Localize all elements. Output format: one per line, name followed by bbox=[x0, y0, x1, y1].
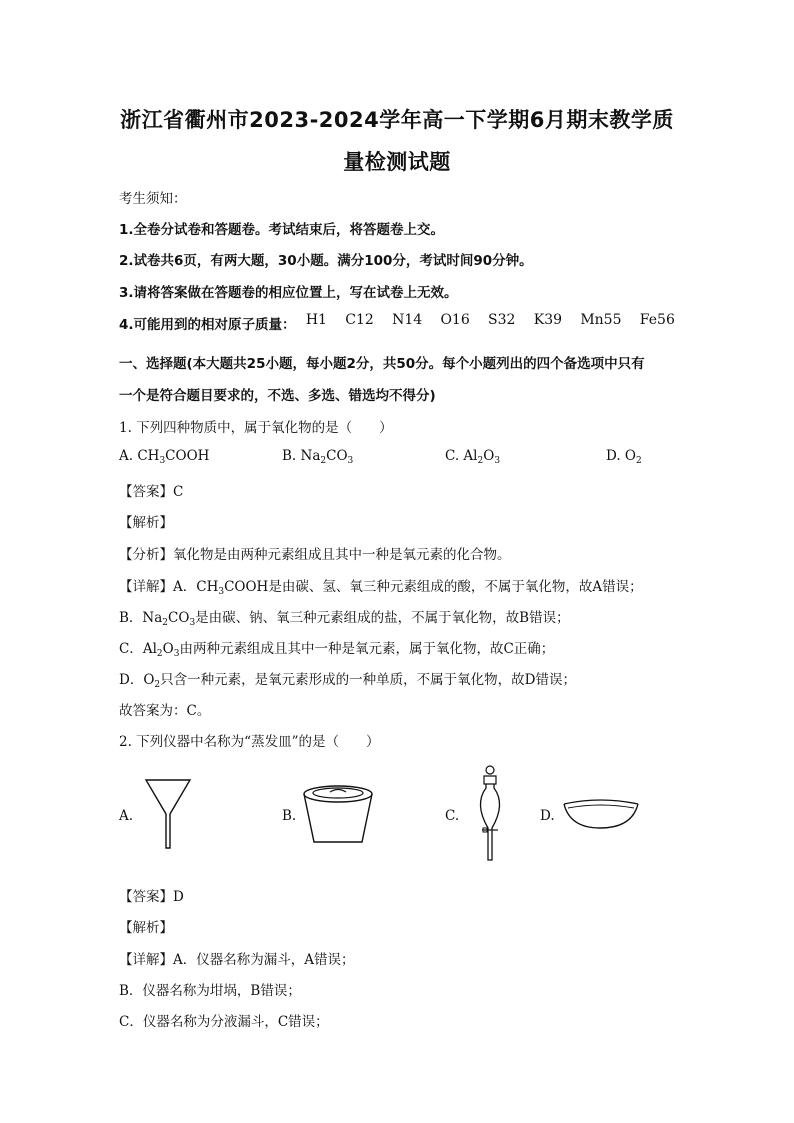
section-heading-line-1: 一、选择题(本大题共25小题，每小题2分，共50分。每个小题列出的四个备选项中只有 bbox=[119, 356, 645, 372]
notice-item-2: 2.试卷共6页，有两大题，30小题。满分100分，考试时间90分钟。 bbox=[119, 253, 533, 269]
q1-detail-a-text: 【详解】A．CH bbox=[119, 579, 219, 595]
q1-detail-a-text-2: COOH是由碳、氢、氧三种元素组成的酸，不属于氧化物，故A错误； bbox=[224, 579, 643, 595]
q1-detail-d-sub: 2 bbox=[154, 680, 161, 690]
atomic-mass-list bbox=[306, 312, 689, 328]
q1-analysis-heading: 【解析】 bbox=[119, 515, 173, 531]
q1-option-a-sub: 3 bbox=[159, 456, 166, 466]
q1-option-c-sub-2: 3 bbox=[494, 456, 501, 466]
q1-detail-c bbox=[119, 637, 554, 659]
q1-option-b-sub-1: 2 bbox=[320, 456, 327, 466]
q1-option-c-text: C. Al bbox=[445, 448, 478, 464]
atomic-mass-n: N14 bbox=[392, 312, 423, 328]
q2-option-c-label: C. bbox=[445, 808, 460, 824]
atomic-mass-k: K39 bbox=[533, 312, 563, 328]
q1-detail-b-sub-1: 2 bbox=[162, 618, 169, 628]
q1-option-b-text-2: CO bbox=[326, 448, 348, 464]
q1-option-c-sub-1: 2 bbox=[477, 456, 484, 466]
atomic-mass-mn: Mn55 bbox=[580, 312, 622, 328]
notice-item-3: 3.请将答案做在答题卷的相应位置上，写在试卷上无效。 bbox=[119, 285, 458, 301]
separatory-funnel-icon bbox=[470, 764, 510, 864]
q1-stem: 1. 下列四种物质中，属于氧化物的是（ ） bbox=[119, 420, 393, 436]
q1-option-b-text: B. Na bbox=[282, 448, 321, 464]
q1-detail-c-text: C．Al bbox=[119, 641, 157, 657]
q1-option-c-text-2: O bbox=[483, 448, 495, 464]
q1-answer: 【答案】C bbox=[119, 484, 184, 500]
q1-detail-c-text-2: O bbox=[162, 641, 174, 657]
q1-detail-b bbox=[119, 606, 570, 628]
q2-detail-c: C．仪器名称为分液漏斗，C错误； bbox=[119, 1014, 329, 1030]
notice-item-1: 1.全卷分试卷和答题卷。考试结束后，将答题卷上交。 bbox=[119, 222, 445, 238]
atomic-mass-c: C12 bbox=[345, 312, 374, 328]
q1-detail-b-text-3: 是由碳、钠、氧三种元素组成的盐，不属于氧化物，故B错误； bbox=[195, 610, 570, 626]
q1-detail-d bbox=[119, 668, 576, 690]
atomic-mass-h: H1 bbox=[305, 312, 327, 328]
section-heading-line-2: 一个是符合题目要求的，不选、多选、错选均不得分) bbox=[119, 388, 436, 404]
q1-fenxi: 【分析】氧化物是由两种元素组成且其中一种是氧元素的化合物。 bbox=[119, 547, 511, 563]
q2-option-b-label: B. bbox=[282, 808, 297, 824]
q1-detail-c-sub-1: 2 bbox=[156, 649, 163, 659]
q1-detail-d-text-2: 只含一种元素，是氧元素形成的一种单质，不属于氧化物，故D错误； bbox=[160, 672, 576, 688]
q1-option-b-sub-2: 3 bbox=[347, 456, 354, 466]
crucible-icon bbox=[298, 782, 378, 846]
q1-detail-d-text: D．O bbox=[119, 672, 155, 688]
q1-option-a-text-2: COOH bbox=[165, 448, 210, 464]
q1-detail-b-text-2: CO bbox=[168, 610, 190, 626]
q1-option-a bbox=[119, 448, 209, 466]
q2-option-a-label: A. bbox=[119, 808, 134, 824]
q2-detail-b: B．仪器名称为坩埚，B错误； bbox=[119, 983, 301, 999]
q1-detail-c-sub-2: 3 bbox=[173, 649, 180, 659]
atomic-mass-o: O16 bbox=[440, 312, 470, 328]
funnel-icon bbox=[140, 778, 196, 850]
q1-conclusion: 故答案为：C。 bbox=[119, 703, 211, 719]
title-line-2: 量检测试题 bbox=[343, 150, 451, 174]
notice-heading: 考生须知： bbox=[119, 191, 187, 207]
q1-option-d-text: D. O bbox=[606, 448, 636, 464]
q1-detail-c-text-3: 由两种元素组成且其中一种是氧元素，属于氧化物，故C正确； bbox=[179, 641, 555, 657]
q2-stem: 2. 下列仪器中名称为“蒸发皿”的是（ ） bbox=[119, 734, 380, 750]
atomic-mass-fe: Fe56 bbox=[639, 312, 675, 328]
q1-option-b bbox=[282, 448, 353, 466]
q1-detail-b-sub-2: 3 bbox=[189, 618, 196, 628]
title-line-1: 浙江省衢州市2023-2024学年高一下学期6月期末教学质 bbox=[120, 108, 674, 132]
atomic-mass-s: S32 bbox=[488, 312, 516, 328]
notice-item-4 bbox=[119, 313, 689, 333]
q2-analysis-heading: 【解析】 bbox=[119, 920, 173, 936]
q2-option-d-label: D. bbox=[540, 808, 555, 824]
evaporating-dish-icon bbox=[560, 798, 642, 832]
q1-detail-a bbox=[119, 575, 643, 597]
q1-detail-a-sub: 3 bbox=[218, 587, 225, 597]
q2-answer: 【答案】D bbox=[119, 889, 184, 905]
q1-option-a-text: A. CH bbox=[119, 448, 160, 464]
q1-option-c bbox=[445, 448, 500, 466]
q1-option-d bbox=[606, 448, 642, 466]
q2-detail-a: 【详解】A．仪器名称为漏斗，A错误； bbox=[119, 952, 355, 968]
notice-item-4-label: 4.可能用到的相对原子质量： bbox=[119, 317, 296, 333]
q1-option-d-sub: 2 bbox=[636, 456, 642, 466]
q1-detail-b-text: B．Na bbox=[119, 610, 163, 626]
